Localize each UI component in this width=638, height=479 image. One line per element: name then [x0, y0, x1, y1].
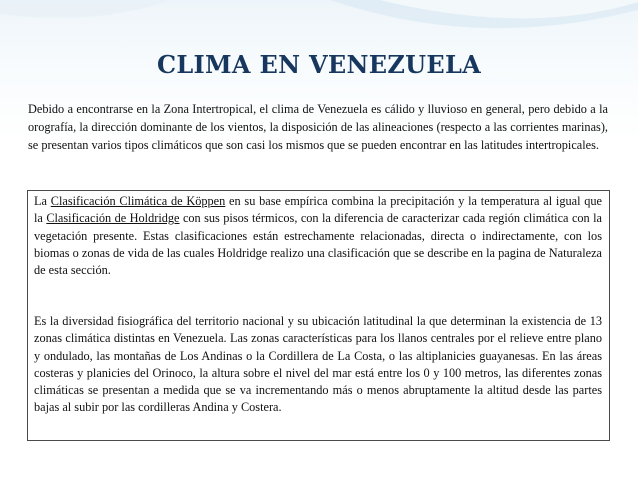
holdridge-classification-link[interactable]: Clasificación de Holdridge	[46, 211, 180, 226]
diversity-paragraph: Es la diversidad fisiográfica del territorio nacional y su ubicación latitudinal la que determinan la existencia de 13 zonas climática distintas en Venezuela. Las zonas características para los llanos centrales por el relieve entre plano y ondulado, las montañas de Los Andinas o la Cordillera de La Costa, o las altiplanicies guayanesas. En las áreas costeras y planicies del Orinoco, la altura sobre el nivel del mar está entre los 0 y 100 metros, las diferentes zonas climáticas se presentan a medida que se va incrementando más o menos abruptamente la altitud desde las partes bajas al subir por las cordilleras Andina y Costera.	[34, 314, 602, 415]
koppen-classification-link[interactable]: Clasificación Climática de Köppen	[50, 194, 226, 208]
text-segment: en su base empírica combina la precipitación y la temperatura al igual que la	[34, 194, 603, 226]
intro-paragraph: Debido a encontrarse en la Zona Intertropical, el clima de Venezuela es cálido y lluvioso en general, pero debido a la orografía, la dirección dominante de los vientos, la disposición de las alineaciones (respecto a las corrientes marinas), se presentan varios tipos climáticos que son casi los mismos que se pueden encontrar en las latitudes intertropicales.	[28, 102, 608, 152]
text-segment: La	[34, 194, 51, 208]
classification-paragraph	[34, 193, 602, 279]
page-title: CLIMA EN VENEZUELA	[156, 50, 482, 79]
text-segment: con sus pisos térmicos, con la diferencia de caracterizar cada región climática con la vegetación presente. Estas clasificaciones están estrechamente relacionadas, directa o indirectamente, con los biomas o zonas de vida de las cuales Holdridge realizo una clasificación que se describe en la pagina de Naturaleza de esta sección.	[34, 211, 602, 278]
